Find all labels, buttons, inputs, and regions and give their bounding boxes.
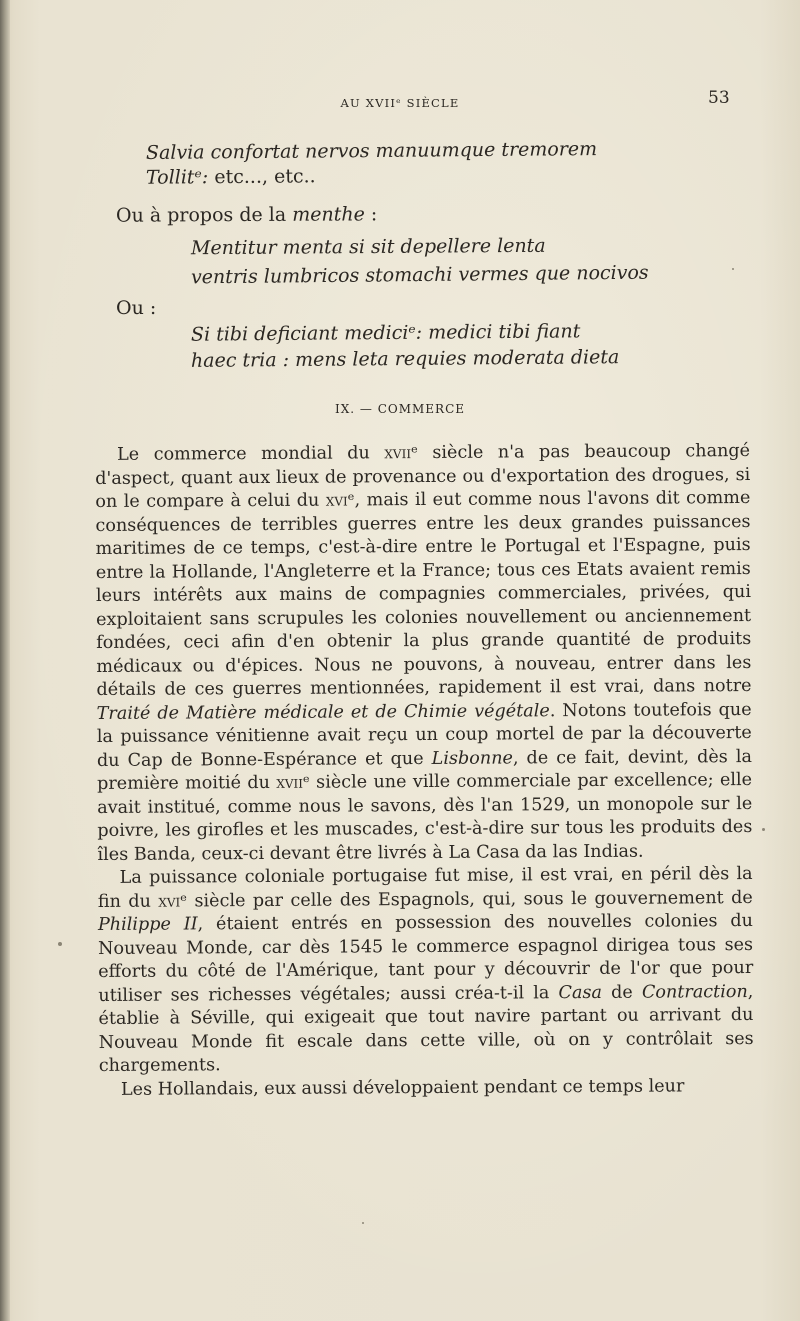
body-text [95,440,754,1102]
p2-philippe: Philippe II [97,914,198,935]
section-title: IX. — COMMERCE [334,402,466,416]
verse-medici-line2: haec tria : mens leta requies moderata dieta [190,346,620,372]
p1-text-a: Le commerce mondial du [117,443,385,465]
ou-intro-menthe: menthe [292,203,365,226]
p2-text-b: ᵉ siècle par celle des Espagnols, qui, sous le gouvernement de [180,887,753,911]
ou-intro-line [116,203,377,226]
p1-text-c: ᵉ, mais il eut comme nous l'avons dit comme conséquences de terribles guerres entre les deux grandes puissances maritimes de ce temps, c'est-à-dire entre le Portugal et l'Espagne, puis entre la Hollande, l'Angleterre et la France; tous ces Etats avaient remis leurs intérêts aux mains de compagnies commerciales, privées, qui exploitaient sans scrupules les colonies nouvellement ou anciennement fondées, ceci afin d'en obtenir la plus grande quantité de produits médicaux ou d'épices. Nous ne pouvons, à nouveau, entrer dans les détails de ces guerres mentionnées, rapidement il est vrai, dans notre [95,487,752,700]
p1-century-3: xvii [276,772,304,793]
paragraph-1 [95,440,753,867]
p2-text-e: , établie à Séville, qui exigeait que tout navire partant ou arrivant du Nouveau Monde fit escale dans cette ville, où on y contrôlait ses chargements. [98,981,754,1076]
page-gutter [0,0,10,1321]
paper-speck [762,828,765,831]
verse-salvia-etc: etc..., etc.. [208,165,316,189]
p1-century-2: xvi [325,490,348,511]
ou-label: Ou : [116,297,157,319]
verse-salvia-tollit: Tollitᵉ: [145,166,209,189]
verse-salvia-line1: Salvia confortat nervos manuumque tremorem [145,138,598,164]
p1-text-f: ᵉ siècle une ville commerciale par excellence; elle avait institué, comme nous le savons, dès l'an 1529, un monopole sur le poivre, les girofles et les muscades, c'est-à-dire sur tous les produits des îles Banda, ceux-ci devant être livrés à La Casa da las Indias. [97,769,753,865]
verse-salvia-line2 [146,165,316,188]
verse-menta-line1: Mentitur menta si sit depellere lenta [190,234,546,260]
paragraph-2 [98,863,754,1078]
verse-medici-line1: Si tibi deficiant mediciᵉ: medici tibi fiant [190,320,581,346]
paragraph-3: Les Hollandais, eux aussi développaient pendant ce temps leur [120,1075,685,1100]
paper-speck [362,1222,364,1224]
verse-menta-line2: ventris lumbricos stomachi vermes que nocivos [190,261,649,289]
p2-contraction: Contraction [641,981,748,1003]
running-head: AU XVIIᵉ SIÈCLE [340,96,460,110]
p1-century-1: xvii [384,443,412,464]
p2-text-c: , étaient entrés en possession des nouvelles colonies du Nouveau Monde, car dès 1545 le commerce espagnol dirigea tous ses efforts du côté de l'Amérique, tant pour y découvrir de l'or que pour utiliser ses richesses végétales; aussi créa-t-il la [98,910,754,1006]
p1-text-e: , de ce fait, devint, dès la première moitié du [97,746,752,794]
p2-text-d: de [601,982,642,1003]
paper-speck [58,942,62,946]
p1-text-d: . Notons toutefois que la puissance vénitienne avait reçu un coup mortel de par la découverte du Cap de Bonne-Espérance et que [96,699,752,771]
p2-casa: Casa [558,982,603,1003]
ou-intro-text: Ou à propos de la [115,203,293,227]
page-number: 53 [708,88,730,108]
ou-intro-colon: : [364,203,378,226]
p1-book-title: Traité de Matière médicale et de Chimie végétale [96,700,550,724]
p1-text-b: ᵉ siècle n'a pas beaucoup changé d'aspect, quant aux lieux de provenance ou d'exportation des drogues, si on le compare à celui du [95,440,751,512]
paper-speck [732,268,734,270]
p2-century-1: xvi [158,890,181,912]
p2-text-a: La puissance coloniale portugaise fut mise, il est vrai, en péril dès la fin du [97,863,753,912]
p1-lisbonne: Lisbonne [431,747,513,769]
